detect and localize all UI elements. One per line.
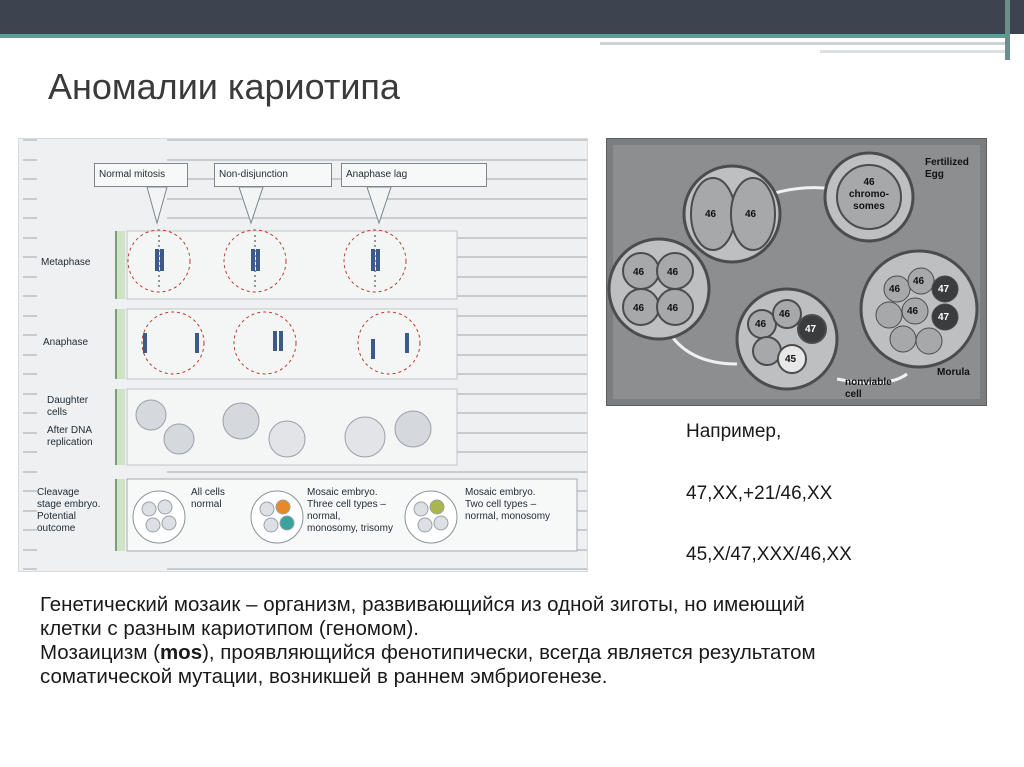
column-label: Anaphase lag [346,169,408,180]
label-line: stage embryo. [37,499,101,510]
embryo-normal [133,491,185,543]
slide-title: Аномалии кариотипа [48,66,400,107]
four-cell-embryo [609,239,709,339]
label-line: monosomy, trisomy [307,523,393,534]
cell-count-46: 46 [633,303,645,314]
top-banner [0,0,1024,34]
row-label-metaphase: Metaphase [41,257,91,268]
metaphase-panel [127,231,457,299]
daughter-cell [164,424,194,454]
label-line: Egg [925,169,944,180]
body-text-segment: ), проявляющийся фенотипически, всегда является результатом [202,641,816,664]
outcome-bracket [115,479,125,551]
cell-count-46: 46 [745,209,757,220]
outcome-label-mosaic-two [465,487,550,523]
label-line: All cells [191,487,225,498]
accent-stripe-vertical [1005,0,1010,60]
label-line: Potential [37,511,76,522]
nonviable-cell-label [845,377,892,401]
embryo-mosaic-three [251,491,303,543]
cell-count-46: 46 [913,276,925,287]
examples-heading: Например, [686,421,782,442]
cell-count-47: 47 [938,284,950,295]
arrow-down [147,187,167,223]
label-line: After DNA [47,425,93,436]
chromosome [195,333,199,353]
body-line: соматической мутации, возникшей в раннем эмбриогенезе. [40,665,608,688]
cell-count-45: 45 [785,354,797,365]
cell-count-46: 46 [705,209,717,220]
chromosome [256,249,260,271]
cell-count-46: 46 [667,303,679,314]
cell-count-46: 46 [889,284,901,295]
accent-stripe [0,34,1010,38]
fertilized-egg-label [925,157,969,181]
column-label: Non-disjunction [219,169,288,180]
daughter-bracket [115,389,125,465]
chromosome [371,339,375,359]
example-karyotype-1: 47,XX,+21/46,XX [686,483,833,504]
label-line: Three cell types – [307,499,386,510]
accent-stripe-3 [820,50,1010,53]
label-line: Mosaic embryo. [465,487,536,498]
row-label-anaphase: Anaphase [43,337,89,348]
label-line: Mosaic embryo. [307,487,378,498]
label-line: Fertilized [925,157,969,168]
daughter-cell [395,411,431,447]
label-line: cell [845,389,862,400]
label-line: normal [191,499,222,510]
cell-count-46: 46 [779,309,791,320]
morula-label: Morula [937,367,970,378]
outcome-label-mosaic-three [307,487,393,535]
anaphase-bracket [115,309,125,379]
cell-count-46: 46 [667,267,679,278]
example-karyotype-2: 45,X/47,XXX/46,XX [686,544,852,565]
label-line: chromo- [849,189,889,200]
embryo-mosaic-two [405,491,457,543]
label-line: nonviable [845,377,892,388]
body-text-segment: Мозаицизм ( [40,641,160,664]
chromosome [143,333,147,353]
daughter-cell [345,417,385,457]
embryo-photo [606,138,987,406]
body-line: клетки с разным кариотипом (геномом). [40,617,419,640]
metaphase-bracket [115,231,125,299]
cell-count-47: 47 [938,312,950,323]
label-line: Daughter [47,395,89,406]
body-line [40,641,1020,665]
label-line: Two cell types – [465,499,537,510]
daughter-cell [223,403,259,439]
chromosome-count-label [847,177,891,213]
chromosome [160,249,164,271]
row-label-after-replication [47,425,93,449]
label-line: normal, monosomy [465,511,551,522]
chromosome [279,331,283,351]
chromosome [376,249,380,271]
cell-count-47: 47 [805,324,817,335]
daughter-cell [136,400,166,430]
mitosis-figure [18,138,588,572]
row-label-cleavage [37,487,100,535]
cell-count-46: 46 [633,267,645,278]
body-text [40,593,1020,689]
cell-count-46: 46 [755,319,767,330]
chromosome [371,249,375,271]
label-line: Cleavage [37,487,80,498]
column-label: Normal mitosis [99,169,166,180]
label-line: 46 [863,177,875,188]
label-line: cells [47,407,68,418]
daughter-cell [269,421,305,457]
chromosome [251,249,255,271]
chromosome [405,333,409,353]
arrow-down [239,187,263,223]
label-line: outcome [37,523,76,534]
accent-stripe-2 [600,42,1010,45]
row-label-daughter-cells [47,395,88,419]
label-line: normal, [307,511,341,522]
mos-abbreviation: mos [159,641,203,664]
chromosome [273,331,277,351]
label-line: somes [853,201,885,212]
outcome-label-normal [191,487,225,511]
label-line: replication [47,437,93,448]
body-line: Генетический мозаик – организм, развивающийся из одной зиготы, но имеющий [40,593,805,616]
cell-count-46: 46 [907,306,919,317]
arrow-down [367,187,391,223]
chromosome [155,249,159,271]
